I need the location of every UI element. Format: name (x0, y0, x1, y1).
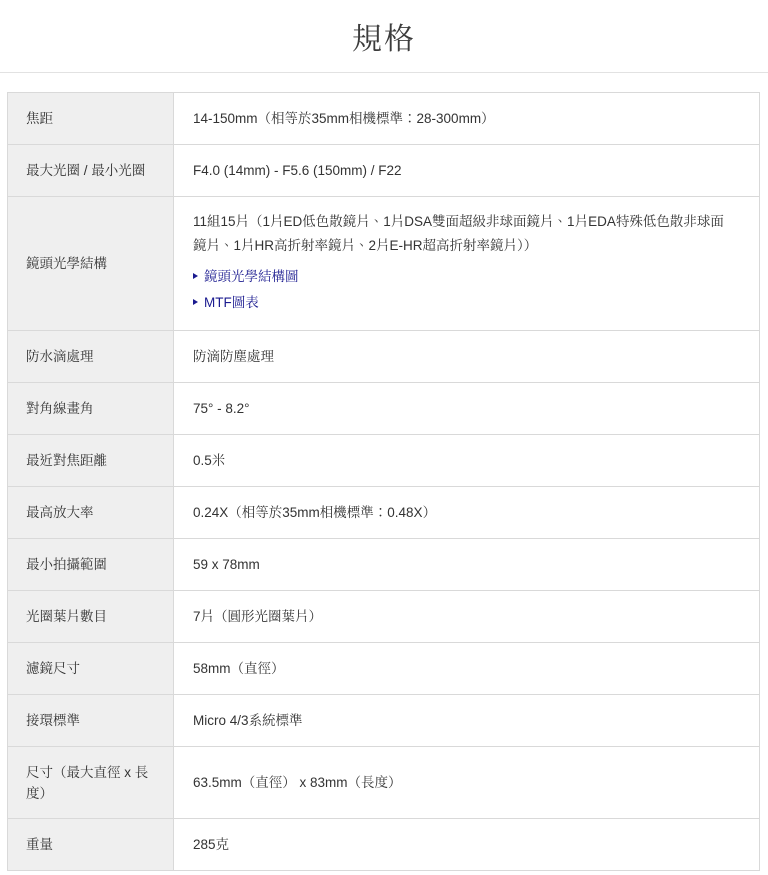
spec-label-cell (8, 695, 174, 747)
spec-label: 鏡頭光學結構 (26, 256, 107, 271)
spec-value: 285克 (193, 837, 230, 852)
spec-value: 75° - 8.2° (193, 401, 250, 416)
spec-value-cell (174, 197, 760, 331)
spec-value: 0.5米 (193, 453, 226, 468)
page-title: 規格 (352, 23, 416, 56)
spec-label-cell (8, 539, 174, 591)
spec-value-cell (174, 331, 760, 383)
lens-construction-diagram-link[interactable] (193, 263, 735, 289)
spec-table (7, 92, 760, 871)
link-label: 鏡頭光學結構圖 (204, 268, 299, 284)
spec-label-cell (8, 591, 174, 643)
spec-value-cell (174, 539, 760, 591)
spec-label: 尺寸（最大直徑 x 長度） (26, 764, 149, 801)
spec-value: F4.0 (14mm) - F5.6 (150mm) / F22 (193, 163, 402, 178)
spec-value-cell (174, 487, 760, 539)
spec-label-cell (8, 435, 174, 487)
spec-label: 最近對焦距離 (26, 453, 107, 468)
spec-label-cell (8, 197, 174, 331)
link-label: MTF圖表 (204, 294, 259, 310)
spec-label-cell (8, 747, 174, 819)
spec-value-cell (174, 819, 760, 871)
table-row (8, 93, 760, 145)
table-row (8, 197, 760, 331)
spec-value: 防滴防塵處理 (193, 349, 274, 364)
spec-value: Micro 4/3系統標準 (193, 713, 303, 728)
table-row (8, 145, 760, 197)
table-row (8, 435, 760, 487)
spec-label: 濾鏡尺寸 (26, 661, 80, 676)
spec-label-cell (8, 819, 174, 871)
spec-label: 最大光圈 / 最小光圈 (26, 163, 146, 178)
table-row (8, 383, 760, 435)
spec-value: 7片（圓形光圈葉片） (193, 609, 323, 624)
spec-value-cell (174, 435, 760, 487)
spec-label-cell (8, 93, 174, 145)
mtf-chart-link[interactable] (193, 289, 735, 315)
spec-label: 重量 (26, 837, 53, 852)
spec-value-cell (174, 591, 760, 643)
link-arrow-icon (193, 299, 198, 305)
spec-label-cell (8, 331, 174, 383)
table-row (8, 487, 760, 539)
table-row (8, 695, 760, 747)
spec-label: 防水滴處理 (26, 349, 94, 364)
spec-label: 接環標準 (26, 713, 80, 728)
spec-label: 光圈葉片數目 (26, 609, 107, 624)
spec-value: 58mm（直徑） (193, 661, 285, 676)
spec-value: 11組15片（1片ED低色散鏡片、1片DSA雙面超級非球面鏡片、1片EDA特殊低色散非球面鏡片、1片HR高折射率鏡片、2片E-HR超高折射率鏡片）） (193, 214, 724, 253)
spec-label: 最高放大率 (26, 505, 94, 520)
spec-value-cell (174, 93, 760, 145)
spec-value-cell (174, 145, 760, 197)
spec-label-cell (8, 145, 174, 197)
spec-label-cell (8, 487, 174, 539)
spec-value: 63.5mm（直徑） x 83mm（長度） (193, 775, 402, 790)
spec-label-cell (8, 383, 174, 435)
spec-label: 對角線畫角 (26, 401, 94, 416)
spec-value: 59 x 78mm (193, 557, 260, 572)
spec-value: 14-150mm（相等於35mm相機標準：28-300mm） (193, 111, 495, 126)
spec-label: 焦距 (26, 111, 53, 126)
spec-value-cell (174, 695, 760, 747)
table-row (8, 643, 760, 695)
spec-value-cell (174, 747, 760, 819)
table-row (8, 819, 760, 871)
spec-value-cell (174, 383, 760, 435)
table-row (8, 591, 760, 643)
link-arrow-icon (193, 273, 198, 279)
table-row (8, 331, 760, 383)
spec-label: 最小拍攝範圍 (26, 557, 107, 572)
spec-value: 0.24X（相等於35mm相機標準：0.48X） (193, 505, 437, 520)
table-row (8, 539, 760, 591)
spec-label-cell (8, 643, 174, 695)
table-row (8, 747, 760, 819)
spec-value-cell (174, 643, 760, 695)
page-header (0, 0, 768, 73)
